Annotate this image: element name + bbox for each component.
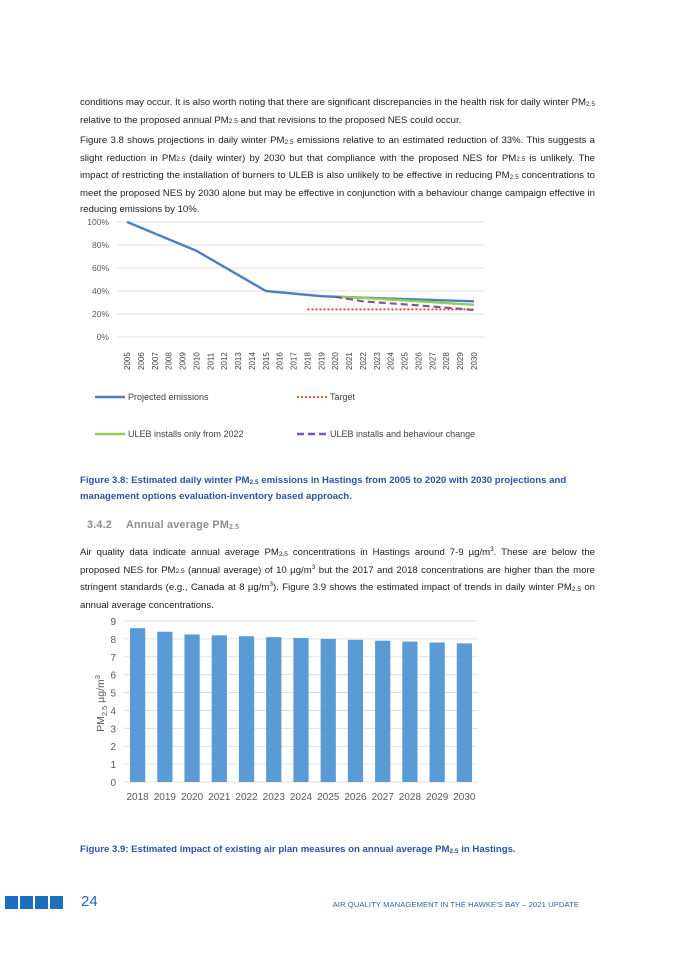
superscript: 3 [490,545,494,553]
subscript: 2.5 [449,848,459,855]
y-tick-label: 40% [91,286,109,296]
y-tick-label: 6 [110,670,116,682]
superscript: 3 [269,580,274,588]
bar-2026 [348,640,363,782]
x-tick-label: 2021 [345,352,355,370]
x-tick-label: 2027 [428,352,438,370]
text-run: emissions relative to an estimated reduction of 33%. This suggests a slight reduction in PM [80,135,595,164]
x-tick-label: 2022 [358,352,368,370]
y-tick-label: 8 [110,634,116,646]
x-tick-label: 2029 [426,792,449,803]
text-run: but the 2017 and 2018 concentrations are higher than the more stringent standards (e.g., Canada at 8 µg/m [80,564,595,593]
y-tick-label: 5 [110,688,116,700]
text-run: Figure 3.9: Estimated impact of existing air plan measures on annual average PM [80,844,450,855]
bar-2020 [184,634,199,782]
y-tick-label: 60% [91,263,109,273]
bar-2024 [293,638,308,782]
footer-decoration [5,896,65,914]
bar-2028 [402,642,417,782]
y-tick-label: 80% [91,240,109,250]
y-tick-label: 0 [110,778,116,789]
text-run: concentrations to meet the proposed NES by 2030 alone but may be effective in conjunction with a behaviour change campaign effective in reducing emissions by 10%. [80,170,595,215]
legend-label: ULEB installs only from 2022 [128,429,244,439]
y-tick-label: 2 [110,742,116,754]
x-tick-label: 2026 [344,792,367,803]
x-tick-label: 2013 [234,352,244,370]
x-tick-label: 2014 [247,352,257,370]
x-tick-label: 2023 [262,792,285,803]
y-axis-label-unit: µg/m [95,679,107,706]
section-number: 3.4.2 [87,519,113,531]
text-run: (daily winter) by 2030 but that compliance with the proposed NES for PM [185,152,517,164]
y-tick-label: 100% [87,217,109,227]
x-tick-label: 2019 [153,792,176,803]
x-tick-label: 2009 [178,352,188,370]
x-tick-label: 2029 [456,352,466,370]
y-tick-label: 0% [96,332,109,342]
text-run: on annual average concentrations. [80,582,595,611]
subscript: 2.5 [278,550,288,558]
bar-2025 [321,639,336,782]
bar-2023 [266,637,281,782]
x-tick-label: 2007 [150,352,160,370]
x-tick-label: 2027 [371,792,394,803]
x-tick-label: 2005 [123,352,132,370]
y-tick-label: 7 [110,652,116,664]
x-tick-label: 2026 [414,352,424,370]
bar-2018 [130,628,145,782]
text-run: Figure 3.8: Estimated daily winter PM [80,475,250,486]
legend-label: Projected emissions [128,392,209,402]
x-tick-label: 2006 [136,352,146,370]
text-run: emissions in Hastings from 2005 to 2020 with 2030 projections and management options evaluation-inventory based approach. [80,475,567,502]
legend-label: ULEB installs and behaviour change [330,429,476,439]
x-tick-label: 2024 [289,792,313,803]
x-tick-label: 2025 [400,352,410,370]
text-run: (annual average) of 10 µg/m [184,564,312,576]
y-axis-label [93,675,109,732]
x-tick-label: 2016 [275,352,285,370]
y-tick-label: 1 [110,760,116,772]
bar-2027 [375,641,390,782]
x-tick-label: 2023 [372,352,382,370]
text-run: Air quality data indicate annual average PM [80,547,279,558]
legend-label: Target [330,392,356,402]
text-run: ). Figure 3.9 shows the estimated impact of trends in daily winter PM [273,582,572,593]
text-run: and that revisions to the proposed NES could occur. [237,114,462,126]
subscript: 2.5 [228,118,238,125]
x-tick-label: 2008 [164,352,174,370]
x-tick-label: 2017 [289,352,299,370]
y-axis-label-superscript: 3 [93,675,102,680]
text-run: is unlikely. The impact of restricting the installation of burners to ULEB is also unlikely to be effective in reducing PM [80,152,596,181]
text-run: . These are below the proposed NES for PM [80,547,596,576]
section-title-subscript: 2.5 [229,524,240,531]
x-tick-label: 2030 [470,352,479,370]
x-tick-label: 2018 [303,352,313,370]
page-number: 24 [81,893,98,910]
subscript: 2.5 [585,100,595,108]
footer-square [20,896,33,909]
y-axis-label-main: PM [95,716,107,732]
x-tick-label: 2028 [398,792,422,803]
superscript: 3 [311,563,316,571]
text-run: in Hastings. [458,844,516,855]
text-run: concentrations in Hastings around 7-9 µg/m [287,547,491,558]
subscript: 2.5 [249,479,259,486]
subscript: 2.5 [516,156,526,163]
bar-2019 [157,632,172,782]
x-tick-label: 2021 [208,792,231,803]
x-tick-label: 2012 [220,352,230,370]
subscript: 2.5 [284,138,294,146]
footer-square [35,896,48,909]
bar-2022 [239,636,254,782]
footer-square [50,896,63,909]
x-tick-label: 2010 [192,352,202,370]
y-tick-label: 4 [110,706,116,718]
text-run: relative to the proposed annual PM [80,114,229,126]
subscript: 2.5 [509,173,519,181]
text-run: Figure 3.8 shows projections in daily winter PM [80,135,285,146]
x-tick-label: 2024 [386,352,396,370]
x-tick-label: 2015 [261,352,271,370]
x-tick-label: 2030 [453,792,476,803]
bar-2030 [457,643,472,782]
figure-3-9-caption [80,843,595,859]
x-tick-label: 2022 [235,792,258,803]
y-tick-label: 3 [110,724,116,736]
x-tick-label: 2020 [180,792,204,803]
x-tick-label: 2018 [126,792,149,803]
x-tick-label: 2028 [442,352,452,370]
y-axis-label-subscript: 2.5 [100,705,109,717]
text-run: conditions may occur. It is also worth noting that there are significant discrepancies in the health risk for daily winter PM [80,97,586,108]
subscript: 2.5 [176,156,186,163]
footer-title: AIR QUALITY MANAGEMENT IN THE HAWKE'S BAY – 2021 UPDATE [332,900,579,909]
section-title: Annual average PM [126,519,230,531]
subscript: 2.5 [571,585,581,593]
bar-2029 [430,642,445,782]
x-tick-label: 2025 [317,792,340,803]
subscript: 2.5 [175,568,185,575]
x-tick-label: 2011 [206,352,216,370]
x-tick-label: 2019 [317,352,327,370]
footer-square [5,896,18,909]
y-tick-label: 9 [110,617,116,628]
x-tick-label: 2020 [331,352,341,370]
y-tick-label: 20% [91,309,109,319]
bar-2021 [212,635,227,782]
